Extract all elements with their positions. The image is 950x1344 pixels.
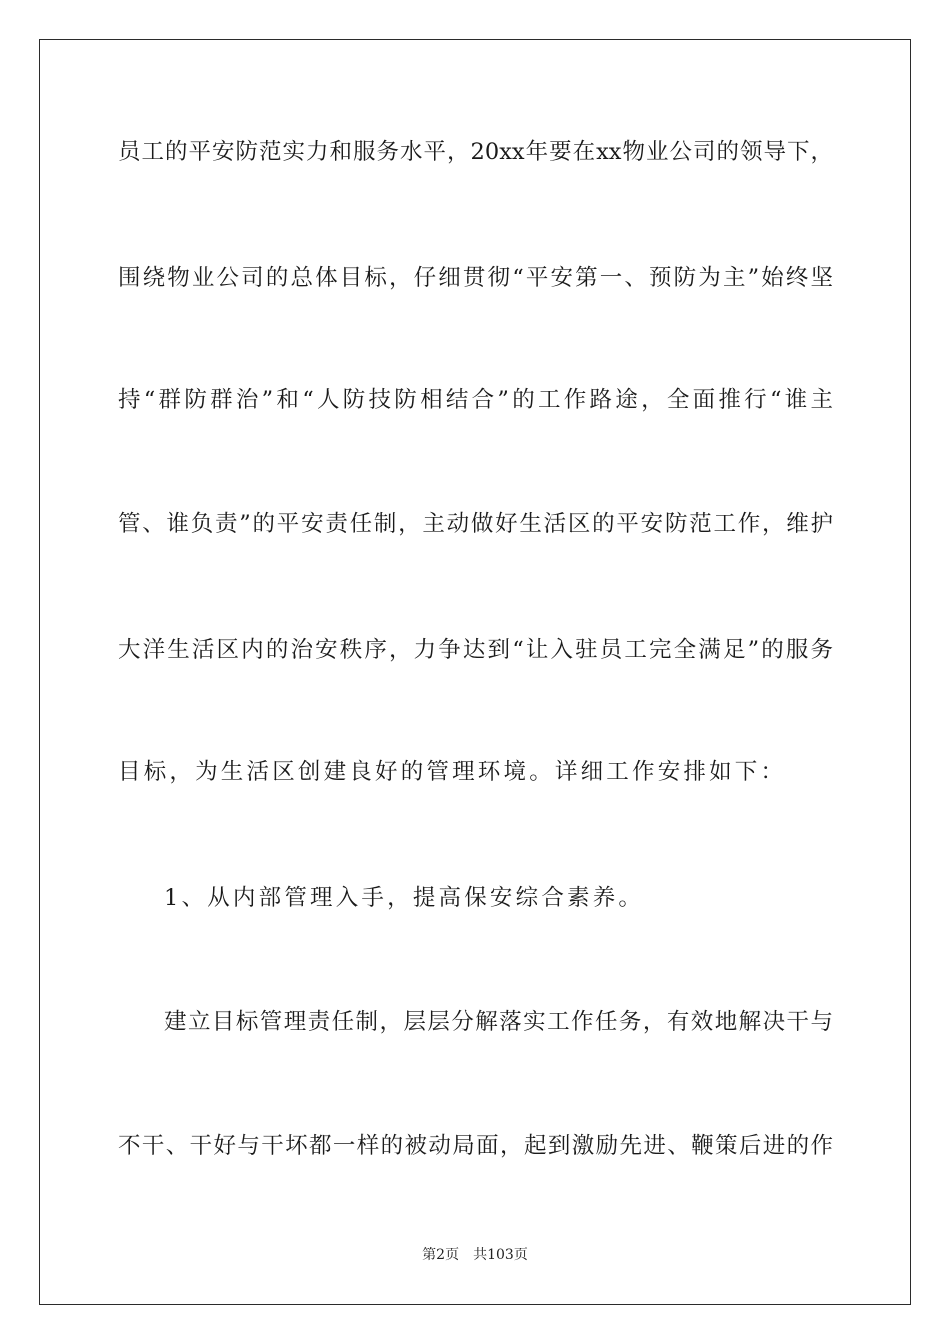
body-text-line-6: 目标，为生活区创建良好的管理环境。详细工作安排如下： (118, 759, 787, 785)
body-text-line-5: 大洋生活区内的治安秩序，力争达到“让入驻员工完全满足”的服务 (118, 637, 833, 663)
section-heading: 1、从内部管理入手，提高保安综合素养。 (164, 885, 645, 911)
body-text-line-1: 员工的平安防范实力和服务水平，20xx年要在xx物业公司的领导下， (118, 139, 833, 165)
page-number: 第2页 (422, 1247, 460, 1263)
body-text-line-8: 建立目标管理责任制，层层分解落实工作任务，有效地解决干与 (164, 1009, 833, 1035)
page-total: 共103页 (473, 1247, 528, 1263)
body-text-line-2: 围绕物业公司的总体目标，仔细贯彻“平安第一、预防为主”始终坚 (118, 265, 833, 291)
body-text-line-3: 持“群防群治”和“人防技防相结合”的工作路途，全面推行“谁主 (118, 387, 833, 413)
body-text-line-4: 管、谁负责”的平安责任制，主动做好生活区的平安防范工作，维护 (118, 511, 833, 537)
body-text-line-9: 不干、干好与干坏都一样的被动局面，起到激励先进、鞭策后进的作 (118, 1133, 833, 1159)
page-border (39, 39, 911, 1305)
page-footer (0, 1246, 950, 1264)
